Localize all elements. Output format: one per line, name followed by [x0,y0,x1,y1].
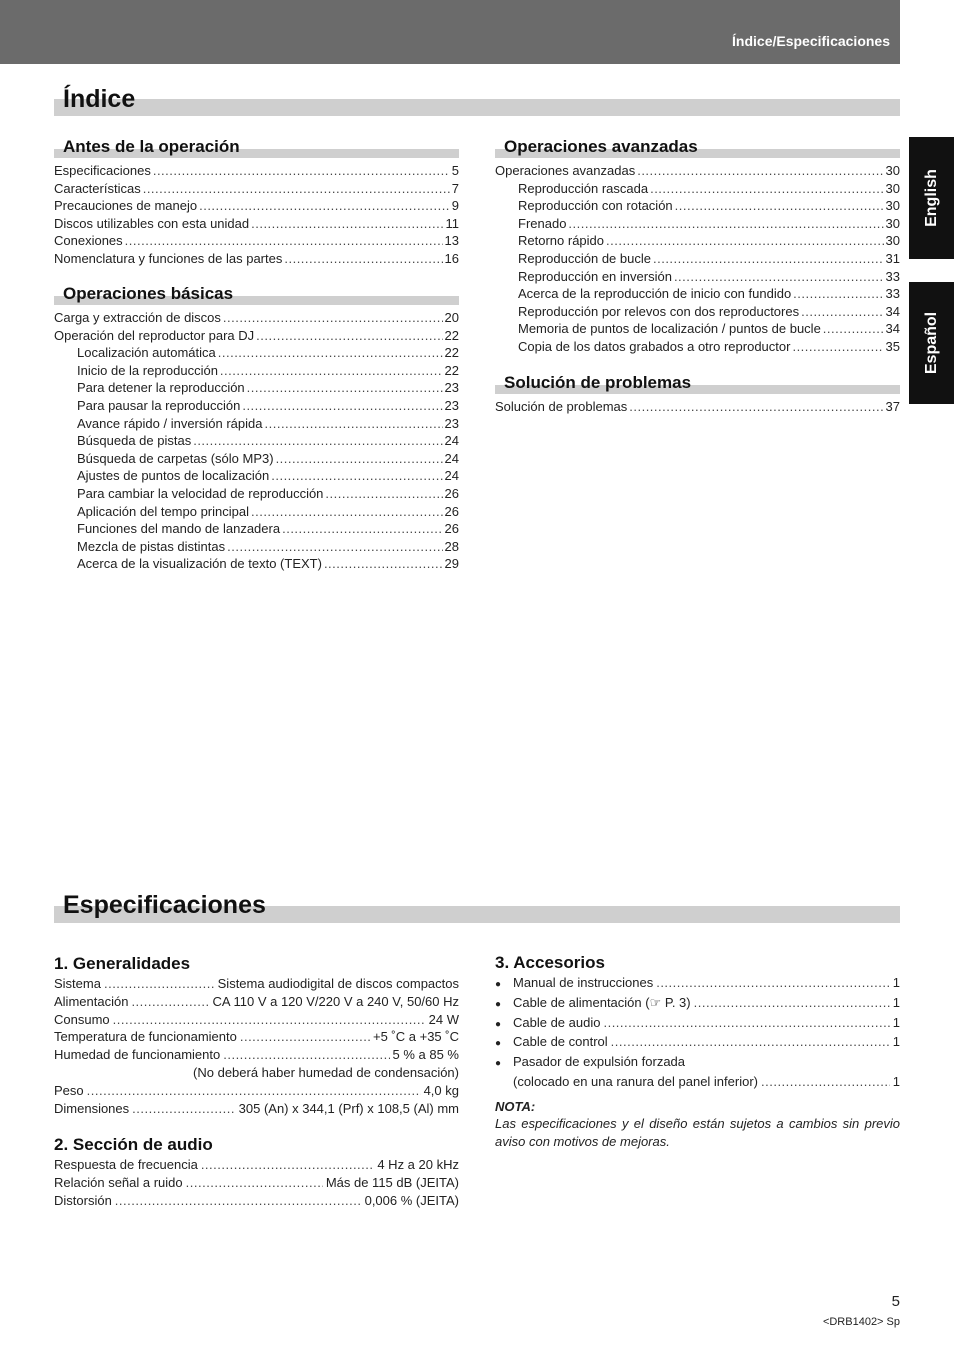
toc-label: Retorno rápido [518,233,604,249]
toc-page: 20 [444,310,459,325]
leader-dots [801,303,883,321]
toc-label: Nomenclatura y funciones de las partes [54,250,283,266]
toc-label: Discos utilizables con esta unidad [54,215,250,231]
toc-label: Características [54,180,141,196]
toc-label: Aplicación del tempo principal [77,503,249,519]
toc-item[interactable] [495,285,900,303]
leader-dots [611,1033,890,1051]
spec-label: Peso [54,1082,84,1098]
toc-label: Localización automática [77,345,216,361]
toc-label: Para detener la reproducción [77,380,245,396]
bullet-icon: ● [495,1038,502,1050]
leader-dots [115,1192,362,1210]
leader-dots [104,975,215,993]
toc-page: 23 [444,397,459,413]
spec-label: Humedad de funcionamiento [54,1047,221,1063]
accesorios-list [495,974,900,1091]
toc-page: 24 [444,433,459,449]
toc-item[interactable] [54,344,459,362]
toc-item[interactable] [495,268,900,286]
section-problemas-heading [495,373,900,399]
spec-row [54,1011,459,1029]
toc-label: Funciones del mando de lanzadera [77,521,281,537]
leader-dots [132,1100,235,1118]
leader-dots [694,994,890,1012]
accessory-label: (colocado en una ranura del panel inferior) [513,1073,758,1089]
toc-page: 31 [885,250,900,266]
leader-dots [143,180,450,198]
accessory-label: Manual de instrucciones [513,975,654,990]
toc-page: 7 [451,180,459,196]
spec-value: CA 110 V a 120 V/220 V a 240 V, 50/60 Hz [212,993,459,1009]
spec-label: Relación señal a ruido [54,1174,183,1190]
spec-value: 4 Hz a 20 kHz [377,1157,459,1172]
toc-item[interactable] [495,162,900,180]
breadcrumb: Índice/Especificaciones [732,33,890,49]
toc-item[interactable] [495,320,900,338]
toc-page: 33 [885,268,900,284]
leader-dots [603,1014,889,1032]
toc-page: 24 [444,450,459,466]
toc-label: Acerca de la visualización de texto (TEXT) [77,556,322,572]
leader-dots [199,197,450,215]
toc-item[interactable] [54,520,459,538]
toc-page: 30 [885,163,900,178]
toc-label: Frenado [518,215,567,231]
accessory-row [495,1014,900,1034]
toc-page: 30 [885,215,900,231]
toc-item[interactable] [54,232,459,250]
toc-page: 26 [444,521,459,537]
accessory-label: Cable de audio [513,1014,601,1030]
spec-value: 5 % a 85 % [392,1047,459,1063]
toc-item[interactable] [495,215,900,233]
toc-item[interactable] [54,362,459,380]
toc-item[interactable] [54,485,459,503]
section-label: Solución de problemas [504,373,692,392]
toc-item[interactable] [54,415,459,433]
leader-dots [284,250,442,268]
leader-dots [218,344,443,362]
page-number: 5 [891,1293,900,1310]
toc-item[interactable] [54,397,459,415]
toc-item[interactable] [54,162,459,180]
toc-page: 33 [885,286,900,302]
toc-item[interactable] [495,180,900,198]
toc-label: Reproducción rascada [518,180,649,196]
leader-dots [227,538,442,556]
leader-dots [629,398,883,416]
leader-dots [240,1028,370,1046]
toc-page: 22 [444,362,459,378]
indice-title-band [54,99,900,116]
toc-item[interactable] [54,250,459,268]
leader-dots [276,450,443,468]
leader-dots [650,180,883,198]
toc-page: 23 [444,415,459,431]
toc-label: Conexiones [54,233,123,249]
toc-label: Operaciones avanzadas [495,163,636,178]
leader-dots [823,320,884,338]
leader-dots [247,379,443,397]
toc-item[interactable] [54,197,459,215]
accessory-qty: 1 [892,1073,900,1089]
tab-espanol[interactable] [909,282,954,404]
toc-label: Inicio de la reproducción [77,362,218,378]
toc-page: 13 [444,233,459,249]
leader-dots [223,1046,389,1064]
accessory-qty: 1 [892,994,900,1010]
nota-title: NOTA: [495,1099,536,1114]
section-label: Operaciones básicas [63,284,234,303]
spec-value: 24 W [428,1011,459,1027]
toc-label: Solución de problemas [495,399,628,414]
accessory-row [495,974,900,994]
generalidades-heading: 1. Generalidades [54,954,191,973]
toc-label: Carga y extracción de discos [54,310,221,325]
header-bar [0,0,900,64]
toc-item[interactable] [54,555,459,573]
leader-dots [325,485,442,503]
toc-label: Copia de los datos grabados a otro reproductor [518,338,791,354]
accessory-row [495,994,900,1014]
toc-page: 37 [885,399,900,414]
spec-label: Alimentación [54,993,129,1009]
bullet-icon: ● [495,1058,502,1070]
toc-item[interactable] [54,503,459,521]
spec-value: Más de 115 dB (JEITA) [325,1174,459,1190]
toc-label: Para pausar la reproducción [77,397,241,413]
toc-page: 16 [444,250,459,266]
toc-label: Acerca de la reproducción de inicio con fundido [518,286,792,302]
toc-item[interactable] [495,303,900,321]
bullet-icon: ● [495,1018,502,1030]
toc-page: 23 [444,380,459,396]
spec-row [54,975,459,993]
toc-item[interactable] [54,327,459,345]
leader-dots [113,1011,426,1029]
toc-page: 22 [444,327,459,343]
toc-item[interactable] [54,432,459,450]
toc-avanzadas-list [495,162,900,356]
leader-dots [186,1174,323,1192]
toc-item[interactable] [495,338,900,356]
indice-title: Índice [63,85,136,113]
toc-basicas-list [54,309,459,573]
toc-label: Mezcla de pistas distintas [77,538,226,554]
toc-page: 26 [444,485,459,501]
leader-dots [324,555,443,573]
toc-item[interactable] [54,180,459,198]
bullet-icon: ● [495,979,502,990]
leader-dots [201,1156,375,1174]
spec-value: 0,006 % (JEITA) [364,1192,459,1208]
leader-dots [792,338,883,356]
spec-value: 4,0 kg [423,1082,459,1098]
tab-english-label: English [922,169,940,227]
leader-dots [793,285,883,303]
leader-dots [242,397,442,415]
toc-page: 29 [444,556,459,572]
toc-label: Para cambiar la velocidad de reproducción [77,485,324,501]
tab-english[interactable] [909,137,954,259]
toc-label: Reproducción en inversión [518,268,672,284]
spec-label: Sistema [54,976,101,991]
spec-row [54,1156,459,1174]
leader-dots [265,415,443,433]
leader-dots [223,309,443,327]
leader-dots [606,232,884,250]
toc-antes-list [54,162,459,268]
leader-dots [256,327,442,345]
accessory-label: Cable de control [513,1034,608,1050]
spec-label: Distorsión [54,1192,112,1208]
toc-item[interactable] [54,538,459,556]
accessory-row [495,1033,900,1053]
spec-value: Sistema audiodigital de discos compactos [217,976,459,991]
leader-dots [87,1082,421,1100]
bullet-icon: ● [495,998,502,1010]
toc-page: 22 [444,345,459,361]
leader-dots [282,520,442,538]
spec-label: Respuesta de frecuencia [54,1157,198,1172]
leader-dots [674,268,884,286]
doc-code: <DRB1402> Sp [822,1316,900,1328]
leader-dots [675,197,884,215]
toc-item[interactable] [54,467,459,485]
spec-row [54,993,459,1011]
leader-dots [193,432,442,450]
section-basicas-heading [54,284,459,310]
toc-label: Especificaciones [54,163,151,178]
toc-item[interactable] [495,232,900,250]
leader-dots [653,250,884,268]
toc-page: 34 [885,303,900,319]
accessory-row-continued [495,1073,900,1091]
spec-row [54,1028,459,1046]
spec-row [54,1046,459,1064]
spec-row [54,1192,459,1210]
toc-label: Avance rápido / inversión rápida [77,415,263,431]
toc-item[interactable] [495,197,900,215]
toc-page: 26 [444,503,459,519]
toc-label: Búsqueda de pistas [77,433,192,449]
especificaciones-title: Especificaciones [63,891,266,919]
toc-page: 24 [444,468,459,484]
accesorios-heading: 3. Accesorios [495,953,605,972]
leader-dots [125,232,443,250]
leader-dots [637,162,883,180]
toc-label: Reproducción por relevos con dos reproductores [518,303,800,319]
toc-page: 34 [885,321,900,337]
accessory-qty: 1 [892,1034,900,1050]
spec-note-row [54,1064,459,1082]
leader-dots [761,1073,890,1091]
toc-page: 9 [451,198,459,214]
toc-item[interactable] [54,215,459,233]
leader-dots [271,467,442,485]
audio-list [54,1156,459,1209]
tab-espanol-label: Español [922,311,940,375]
toc-label: Precauciones de manejo [54,198,198,214]
toc-page: 30 [885,180,900,196]
spec-note: (No deberá haber humedad de condensación) [193,1064,459,1080]
accessory-label: Pasador de expulsión forzada [513,1054,686,1070]
toc-page: 28 [444,538,459,554]
toc-page: 11 [445,215,459,231]
spec-label: Temperatura de funcionamiento [54,1029,237,1045]
leader-dots [153,162,450,180]
spec-row [54,1174,459,1192]
section-label: Antes de la operación [63,137,240,156]
accessory-row [495,1053,900,1073]
generalidades-list [54,975,459,1117]
toc-problemas-list [495,398,900,416]
toc-page: 30 [885,233,900,249]
leader-dots [656,974,890,992]
section-label: Operaciones avanzadas [504,137,698,156]
toc-label: Ajustes de puntos de localización [77,468,270,484]
spec-row [54,1082,459,1100]
toc-item[interactable] [495,250,900,268]
toc-item[interactable] [54,379,459,397]
toc-label: Memoria de puntos de localización / puntos de bucle [518,321,821,337]
accessory-qty: 1 [892,1014,900,1030]
spec-value: +5 ˚C a +35 ˚C [373,1029,459,1045]
spec-label: Dimensiones [54,1100,130,1116]
toc-page: 30 [885,198,900,214]
spec-label: Consumo [54,1011,110,1027]
toc-label: Búsqueda de carpetas (sólo MP3) [77,450,274,466]
accessory-label: Cable de alimentación (☞ P. 3) [513,994,691,1010]
section-antes-heading [54,137,459,163]
toc-item[interactable] [495,398,900,416]
toc-label: Reproducción con rotación [518,198,673,214]
toc-label: Reproducción de bucle [518,250,651,266]
toc-item[interactable] [54,450,459,468]
leader-dots [251,215,443,233]
accessory-qty: 1 [892,975,900,990]
leader-dots [568,215,883,233]
nota-text: Las especificaciones y el diseño están sujetos a cambios sin previo aviso con motivos de mejoras. [495,1116,900,1149]
section-avanzadas-heading [495,137,900,163]
leader-dots [131,993,209,1011]
toc-page: 5 [451,163,459,178]
spec-row [54,1100,459,1118]
leader-dots [251,503,443,521]
toc-page: 35 [885,338,900,354]
toc-label: Operación del reproductor para DJ [54,327,255,343]
toc-item[interactable] [54,309,459,327]
leader-dots [220,362,443,380]
spec-value: 305 (An) x 344,1 (Prf) x 108,5 (Al) mm [238,1100,459,1116]
audio-heading: 2. Sección de audio [54,1135,213,1154]
